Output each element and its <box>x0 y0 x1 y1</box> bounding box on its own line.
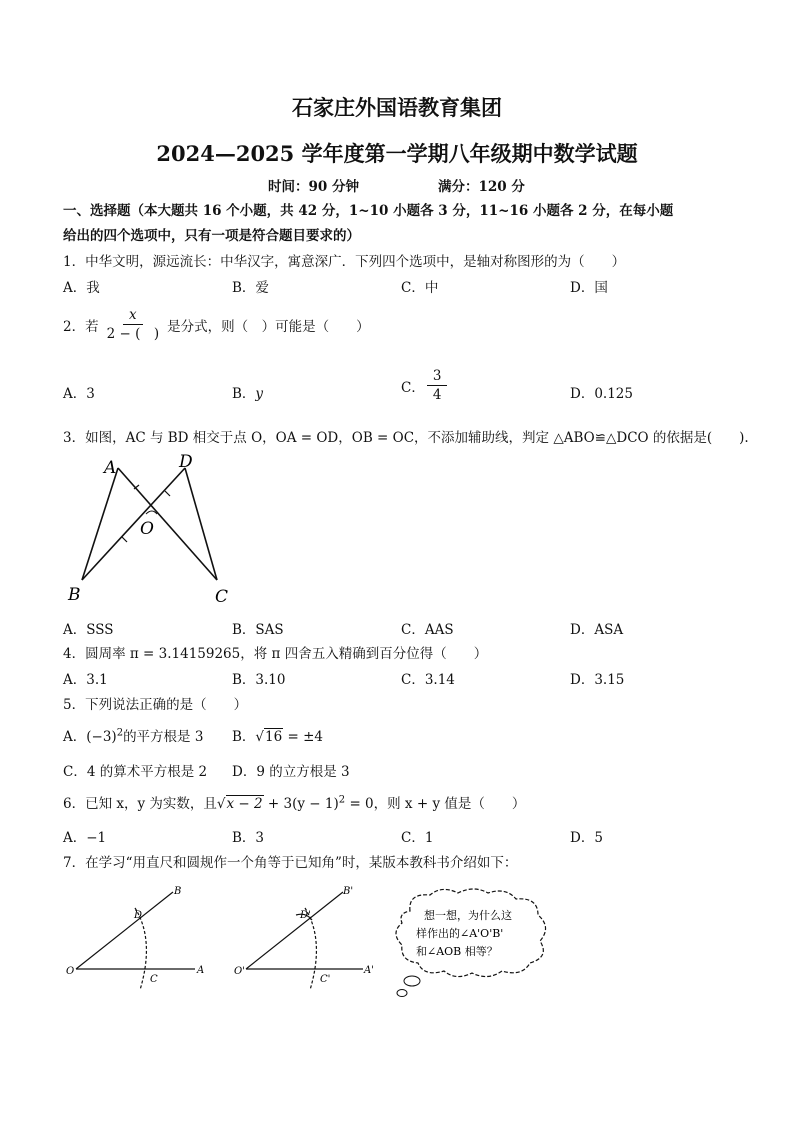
q7-figure-constructed-angle <box>230 882 390 992</box>
fig1-label-d: D <box>134 910 143 921</box>
q1-option-d: D．国 <box>570 280 608 296</box>
exam-title: 2024—2025 学年度第一学期八年级期中数学试题 <box>156 141 638 166</box>
question-7-stem: 7．在学习“用直尺和圆规作一个角等于已知角”时，某版本教科书介绍如下： <box>63 855 518 871</box>
q2-option-c <box>401 368 449 403</box>
q1-option-a: A．我 <box>63 280 100 296</box>
fig1-label-o: O <box>66 966 75 977</box>
radical-sign: √ <box>255 729 265 745</box>
q5-option-b <box>232 725 323 745</box>
q4-option-c: C．3.14 <box>401 672 455 688</box>
q6-exponent: 2 <box>338 794 346 806</box>
q4-option-b: B．3.10 <box>232 672 286 688</box>
q2-option-a: A．3 <box>63 386 95 402</box>
q5-option-a-label: A． <box>63 729 87 745</box>
fig2-label-a: A' <box>364 965 374 976</box>
q6-middle-term: + 3(y − 1) <box>263 796 339 812</box>
bubble-text-line3: 和∠AOB 相等？ <box>416 945 498 958</box>
school-name: 石家庄外国语教育集团 <box>292 95 502 120</box>
q5-option-c: C．4 的算术平方根是 2 <box>63 764 208 780</box>
q2-suffix: 是分式，则（ ）可能是（ ） <box>167 318 370 335</box>
q3-figure <box>60 452 250 610</box>
bubble-dot-small <box>397 990 407 997</box>
question-2-stem <box>63 307 370 342</box>
question-3-stem: 3．如图，AC 与 BD 相交于点 O，OA = OD，OB = OC，不添加辅助线，判定 △ABO≌△DCO 的依据是( ). <box>63 430 749 446</box>
exam-full-score: 满分：120 分 <box>438 179 525 195</box>
q6-radicand: x − 2 <box>226 796 263 812</box>
q5-option-a-text: 的平方根是 3 <box>123 729 204 745</box>
segment-dc <box>185 468 217 580</box>
q2-fraction-numerator: x <box>123 307 143 325</box>
q6-option-d: D．5 <box>570 830 603 846</box>
exam-time: 时间：90 分钟 <box>268 179 359 195</box>
tick-ob <box>122 537 127 542</box>
q5-option-b-label: B． <box>232 729 256 745</box>
q6-option-a: A．−1 <box>63 830 107 846</box>
q2-fraction-denominator: 2 − ( ) <box>106 326 160 343</box>
q2-option-d: D．0.125 <box>570 386 633 402</box>
q2-fraction <box>101 307 166 342</box>
q3-option-a: A．SSS <box>63 622 114 638</box>
label-o: O <box>140 519 154 539</box>
fig1-label-b: B <box>174 886 182 897</box>
label-b: B <box>68 585 81 605</box>
q1-option-b: B．爱 <box>232 280 269 296</box>
q5-option-a-expr: (−3) <box>86 729 117 745</box>
fig1-label-c: C <box>150 974 158 985</box>
q2-option-b-label: B． <box>232 386 256 402</box>
q2-option-c-fraction <box>427 368 448 403</box>
label-c: C <box>215 587 229 607</box>
tick-od <box>165 491 170 496</box>
q3-option-d: D．ASA <box>570 622 624 638</box>
q6-option-c: C．1 <box>401 830 434 846</box>
question-1-stem: 1．中华文明，源远流长：中华汉字，寓意深广．下列四个选项中，是轴对称图形的为（ ） <box>63 254 626 270</box>
ray-o-prime-b-prime <box>246 892 343 969</box>
q4-option-a: A．3.1 <box>63 672 108 688</box>
fig2-label-c: C' <box>320 974 331 985</box>
question-6-stem <box>63 792 525 812</box>
fig2-label-o: O' <box>234 966 245 977</box>
q3-option-b: B．SAS <box>232 622 284 638</box>
bubble-text-line1: 想一想，为什么这 <box>424 909 512 922</box>
q5-option-b-radicand: 16 <box>265 729 283 745</box>
q5-option-a-exponent: 2 <box>116 727 124 739</box>
q2-option-b-var: y <box>255 386 264 402</box>
q6-stem-prefix: 6．已知 x，y 为实数，且 <box>63 796 217 812</box>
q7-thought-bubble <box>388 885 556 1003</box>
q1-option-c: C．中 <box>401 280 439 296</box>
q4-option-d: D．3.15 <box>570 672 625 688</box>
q6-stem-suffix: = 0，则 x + y 值是（ ） <box>345 796 526 812</box>
fig2-label-b: B' <box>343 886 354 897</box>
question-5-stem: 5．下列说法正确的是（ ） <box>63 697 248 713</box>
bubble-dot-large <box>404 976 420 986</box>
q2-option-b <box>232 382 263 402</box>
radical-sign: √ <box>216 796 226 812</box>
q2-prefix: 2．若 <box>63 318 99 335</box>
bubble-text-line2: 样作出的∠A'O'B' <box>416 927 504 940</box>
q5-option-d: D．9 的立方根是 3 <box>232 764 350 780</box>
fig2-label-d: D' <box>300 910 311 921</box>
q5-option-a <box>63 725 203 745</box>
segment-ab <box>82 468 118 580</box>
q2-option-c-den: 4 <box>432 387 442 404</box>
fig1-label-a: A <box>197 965 205 976</box>
label-a: A <box>104 458 117 478</box>
q2-option-c-label: C． <box>401 379 425 396</box>
label-d: D <box>179 452 193 472</box>
q7-figure-original-angle <box>60 882 220 992</box>
question-4-stem: 4．圆周率 π = 3.14159265，将 π 四舍五入精确到百分位得（ ） <box>63 646 488 662</box>
q2-option-c-num: 3 <box>427 368 448 386</box>
section-heading-line2: 给出的四个选项中，只有一项是符合题目要求的） <box>63 228 360 244</box>
section-heading-line1: 一、选择题（本大题共 16 个小题，共 42 分，1~10 小题各 3 分，11~16 小题各 2 分，在每小题 <box>63 203 674 219</box>
q3-option-c: C．AAS <box>401 622 454 638</box>
q5-option-b-text: = ±4 <box>283 729 324 745</box>
q6-option-b: B．3 <box>232 830 265 846</box>
ray-ob <box>76 892 173 969</box>
